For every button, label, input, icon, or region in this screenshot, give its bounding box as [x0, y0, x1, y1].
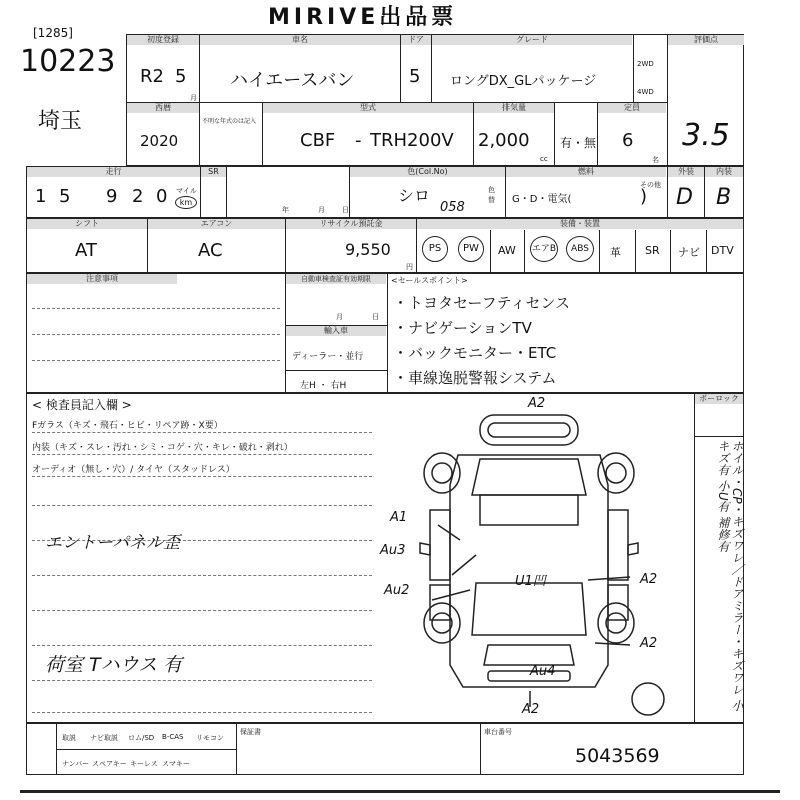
- inspector-hand-note-2: 荷室 Tハウス 有: [45, 654, 183, 676]
- era: R2: [140, 66, 164, 87]
- check-keyless: キーレス: [130, 760, 158, 768]
- equipment-airbag: エアB: [530, 236, 558, 262]
- recycle-unit: 円: [406, 263, 413, 271]
- fuel: G・D・電気(: [512, 194, 572, 205]
- model-prefix: CBF: [300, 130, 336, 151]
- damage-mark: U1凹: [515, 574, 546, 589]
- check-rom-sd: ロム/SD: [128, 734, 155, 742]
- inspection-year: 年: [282, 206, 289, 214]
- label-fuel: 燃料: [506, 167, 666, 177]
- lot-small-number: [1285]: [33, 26, 73, 40]
- color-change: 色替: [488, 186, 495, 204]
- label-warranty: 保証書: [240, 728, 261, 736]
- label-displacement: 排気量: [474, 103, 554, 113]
- label-doors: ドア: [401, 35, 431, 45]
- aircon: AC: [198, 240, 223, 261]
- check-spare-key: スペアキー: [92, 760, 127, 768]
- mileage-digit: 9: [106, 186, 118, 207]
- inspection-month: 月: [318, 206, 325, 214]
- label-damage-legend: ボーロック: [695, 394, 743, 404]
- displacement: 2,000: [478, 130, 530, 151]
- equipment-navi: ナビ: [678, 246, 700, 259]
- year: 2020: [140, 132, 179, 150]
- label-inspector-notes: < 検査員記入欄 >: [32, 398, 132, 412]
- sales-point: ・トヨタセーフティセンス: [393, 294, 571, 312]
- label-import: 輸入車: [286, 326, 386, 336]
- check-navi-manual: ナビ取説: [90, 734, 118, 742]
- expiry-day-label: 日: [372, 313, 379, 321]
- inspector-glass-line: Fガラス（キズ・飛石・ヒビ・リペア跡・X要）: [32, 421, 223, 431]
- check-number: ナンバー: [62, 760, 90, 768]
- equipment-aw: AW: [498, 244, 516, 257]
- score: 3.5: [682, 118, 730, 153]
- grade: ロングDX_GLパッケージ: [450, 74, 597, 89]
- drive-2wd: 2WD: [637, 60, 654, 68]
- label-sales-points: <セールスポイント>: [391, 276, 468, 285]
- check-manual: 取説: [62, 734, 76, 742]
- import-steering: 左H ・ 右H: [300, 381, 347, 391]
- label-frame-number: 車台番号: [484, 728, 512, 736]
- model-sep: -: [355, 130, 362, 151]
- damage-side-note: ホイル・CP・キズワレ／ドアミラー・キズワレ 小キズ有 小U有 補修有: [716, 440, 744, 712]
- label-exterior: 外装: [668, 167, 704, 177]
- damage-mark: Au4: [530, 664, 556, 679]
- region: 埼玉: [38, 109, 83, 134]
- damage-mark: A2: [640, 636, 658, 651]
- equipment-ps: PS: [422, 236, 448, 262]
- label-notes: 注意事項: [27, 274, 177, 284]
- sales-point: ・バックモニター・ETC: [393, 344, 557, 362]
- equipment-dtv: DTV: [711, 244, 734, 257]
- import-dealer: ディーラー・並行: [292, 352, 364, 362]
- year-note: 不明な年式のは記入: [202, 118, 257, 125]
- inspection-day: 日: [342, 206, 349, 214]
- label-seats: 定員: [598, 103, 666, 113]
- equipment-sr: SR: [645, 244, 660, 257]
- label-sr: SR: [201, 167, 226, 177]
- inspector-interior-line: 内装（キズ・スレ・汚れ・シミ・コゲ・穴・キレ・破れ・剥れ）: [32, 443, 293, 453]
- sales-point: ・ナビゲーションTV: [393, 319, 532, 337]
- lot-number: 10223: [20, 44, 116, 79]
- damage-mark: A2: [528, 396, 546, 411]
- label-aircon: エアコン: [148, 219, 285, 229]
- label-first-registration: 初度登録: [127, 35, 199, 45]
- expiry-month-label: 月: [336, 313, 343, 321]
- interior-grade: B: [716, 185, 732, 210]
- inspector-hand-note-1: エントーパネル歪: [45, 533, 181, 553]
- check-bcas: B-CAS: [162, 733, 184, 741]
- label-car-name: 車名: [200, 35, 400, 45]
- equipment-leather: 革: [610, 246, 621, 259]
- exterior-grade: D: [676, 185, 693, 210]
- document-title: MIRIVE出品票: [268, 5, 458, 30]
- model-code: TRH200V: [370, 130, 454, 151]
- reg-month: 5: [175, 66, 187, 87]
- color-code: 058: [440, 200, 465, 215]
- car-name: ハイエースバン: [230, 70, 355, 91]
- check-remote: リモコン: [196, 734, 224, 742]
- label-equipment: 装備・装置: [417, 219, 743, 229]
- fuel-other: その他: [640, 181, 661, 189]
- seats: 6: [622, 130, 634, 151]
- fuel-close: ): [640, 186, 648, 207]
- damage-mark: A1: [390, 510, 408, 525]
- mileage-digit: 0: [156, 186, 168, 207]
- damage-mark: Au3: [380, 543, 406, 558]
- mileage-digit: 1: [35, 186, 47, 207]
- mileage-digit: 5: [59, 186, 71, 207]
- label-interior: 内装: [705, 167, 743, 177]
- equipment-abs: ABS: [566, 236, 594, 262]
- check-smart-key: スマキー: [162, 760, 190, 768]
- color: シロ: [398, 186, 431, 205]
- mileage-digit: 2: [132, 186, 144, 207]
- label-recycle: リサイクル預託金: [286, 219, 416, 229]
- label-color: 色(Col.No): [350, 167, 505, 177]
- label-grade: グレード: [432, 35, 632, 45]
- doors: 5: [409, 66, 421, 87]
- label-year: 西暦: [127, 103, 199, 113]
- damage-mark: A2: [640, 572, 658, 587]
- equipment-pw: PW: [458, 236, 484, 262]
- displacement-unit: cc: [540, 155, 548, 163]
- damage-mark: A2: [522, 702, 540, 717]
- mileage-unit-mile: マイル: [176, 187, 197, 195]
- inspector-audio-line: オーディオ（無し・穴）/ タイヤ（スタッドレス）: [32, 465, 235, 475]
- mileage-unit-km: km: [175, 196, 197, 209]
- inspection-status: 有・無: [560, 136, 597, 150]
- reg-month-unit: 月: [190, 94, 197, 102]
- recycle-fee: 9,550: [345, 240, 391, 259]
- damage-mark: Au2: [384, 583, 410, 598]
- label-mileage: 走行: [27, 167, 200, 177]
- label-inspection-expiry: 自動車検査証有効期限: [286, 274, 386, 284]
- label-model: 型式: [263, 103, 473, 113]
- label-score: 評価点: [668, 35, 744, 45]
- seats-unit: 名: [652, 156, 659, 164]
- transmission: AT: [75, 240, 97, 261]
- sales-point: ・車線逸脱警報システム: [393, 369, 557, 387]
- frame-number: 5043569: [575, 745, 660, 767]
- drive-4wd: 4WD: [637, 88, 654, 96]
- label-transmission: シフト: [27, 219, 147, 229]
